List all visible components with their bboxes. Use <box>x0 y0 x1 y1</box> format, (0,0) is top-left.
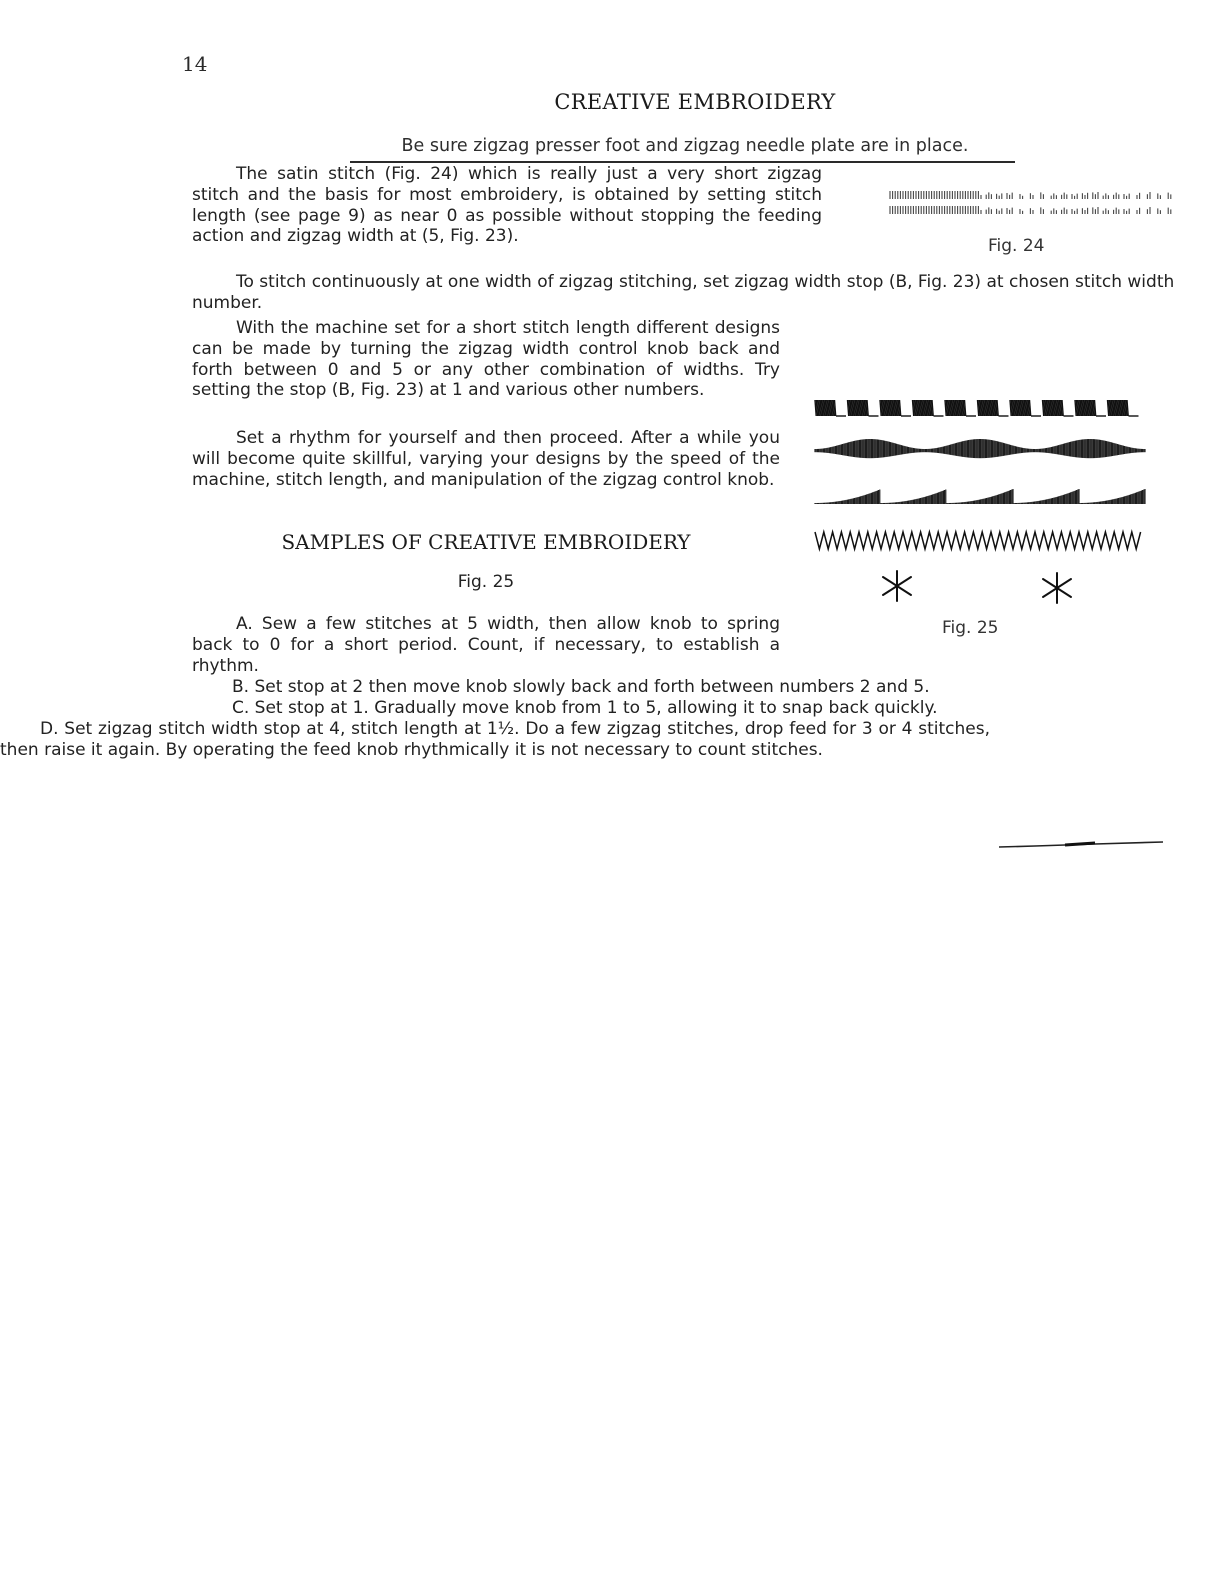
fig24-caption: Fig. 24 <box>988 236 1045 256</box>
step-c-text: C. Set stop at 1. Gradually move knob from 1 to 5, allowing it to snap back quickly. <box>232 698 938 718</box>
step-a <box>192 614 780 676</box>
paragraph-designs-text: With the machine set for a short stitch length different designs can be made by turning the zigzag width control knob back and forth between 0 and 5 or any other combination of widths. Try setting the stop (B, Fig. 23) at 1 and various other numbers. <box>192 318 780 401</box>
step-b <box>192 677 930 698</box>
samples-heading: SAMPLES OF CREATIVE EMBROIDERY <box>281 530 691 554</box>
paragraph-continuous <box>192 272 1182 314</box>
samples-fig-reference: Fig. 25 <box>457 572 515 592</box>
paragraph-satin-stitch <box>192 164 822 247</box>
notice-underline <box>350 161 1015 163</box>
paragraph-satin-text: The satin stitch (Fig. 24) which is really just a very short zigzag stitch and the basis for most embroidery, is obtained by setting stitch length (see page 9) as near 0 as possible without stopping the feeding action and zigzag width at (5, Fig. 23). <box>192 164 822 247</box>
paragraph-rhythm-text: Set a rhythm for yourself and then proceed. After a while you will become quite skillful, varying your designs by the speed of the machine, stitch length, and manipulation of the zigzag control knob. <box>192 428 780 490</box>
fig25-sample-c <box>815 486 1145 508</box>
page-number: 14 <box>182 52 208 76</box>
paragraph-designs <box>192 318 780 401</box>
paragraph-continuous-text: To stitch continuously at one width of zigzag stitching, set zigzag width stop (B, Fig. 23) at chosen stitch width number. <box>192 272 1175 313</box>
fig25-sample-b <box>815 438 1145 464</box>
fig25-flower-right <box>1040 570 1074 606</box>
scan-mark <box>995 838 1165 852</box>
step-c <box>192 698 938 719</box>
fig25-sample-d <box>815 530 1145 552</box>
fig24-stitch-sample <box>890 189 1175 219</box>
step-a-text: A. Sew a few stitches at 5 width, then allow knob to spring back to 0 for a short period. Count, if necessary, to establish a rhythm. <box>192 614 780 676</box>
paragraph-rhythm <box>192 428 780 490</box>
fig25-flower-left <box>880 568 914 604</box>
fig25-caption: Fig. 25 <box>942 618 999 638</box>
page-title: CREATIVE EMBROIDERY <box>554 90 836 114</box>
step-d <box>0 719 990 761</box>
step-d-text: D. Set zigzag stitch width stop at 4, stitch length at 1½. Do a few zigzag stitches, drop feed for 3 or 4 stitches, then raise it again. By operating the feed knob rhythmically it is not necessary to count stitches. <box>0 719 990 760</box>
step-b-text: B. Set stop at 2 then move knob slowly back and forth between numbers 2 and 5. <box>232 677 930 697</box>
notice-line: Be sure zigzag presser foot and zigzag needle plate are in place. <box>401 136 969 156</box>
fig25-sample-a <box>815 398 1145 420</box>
